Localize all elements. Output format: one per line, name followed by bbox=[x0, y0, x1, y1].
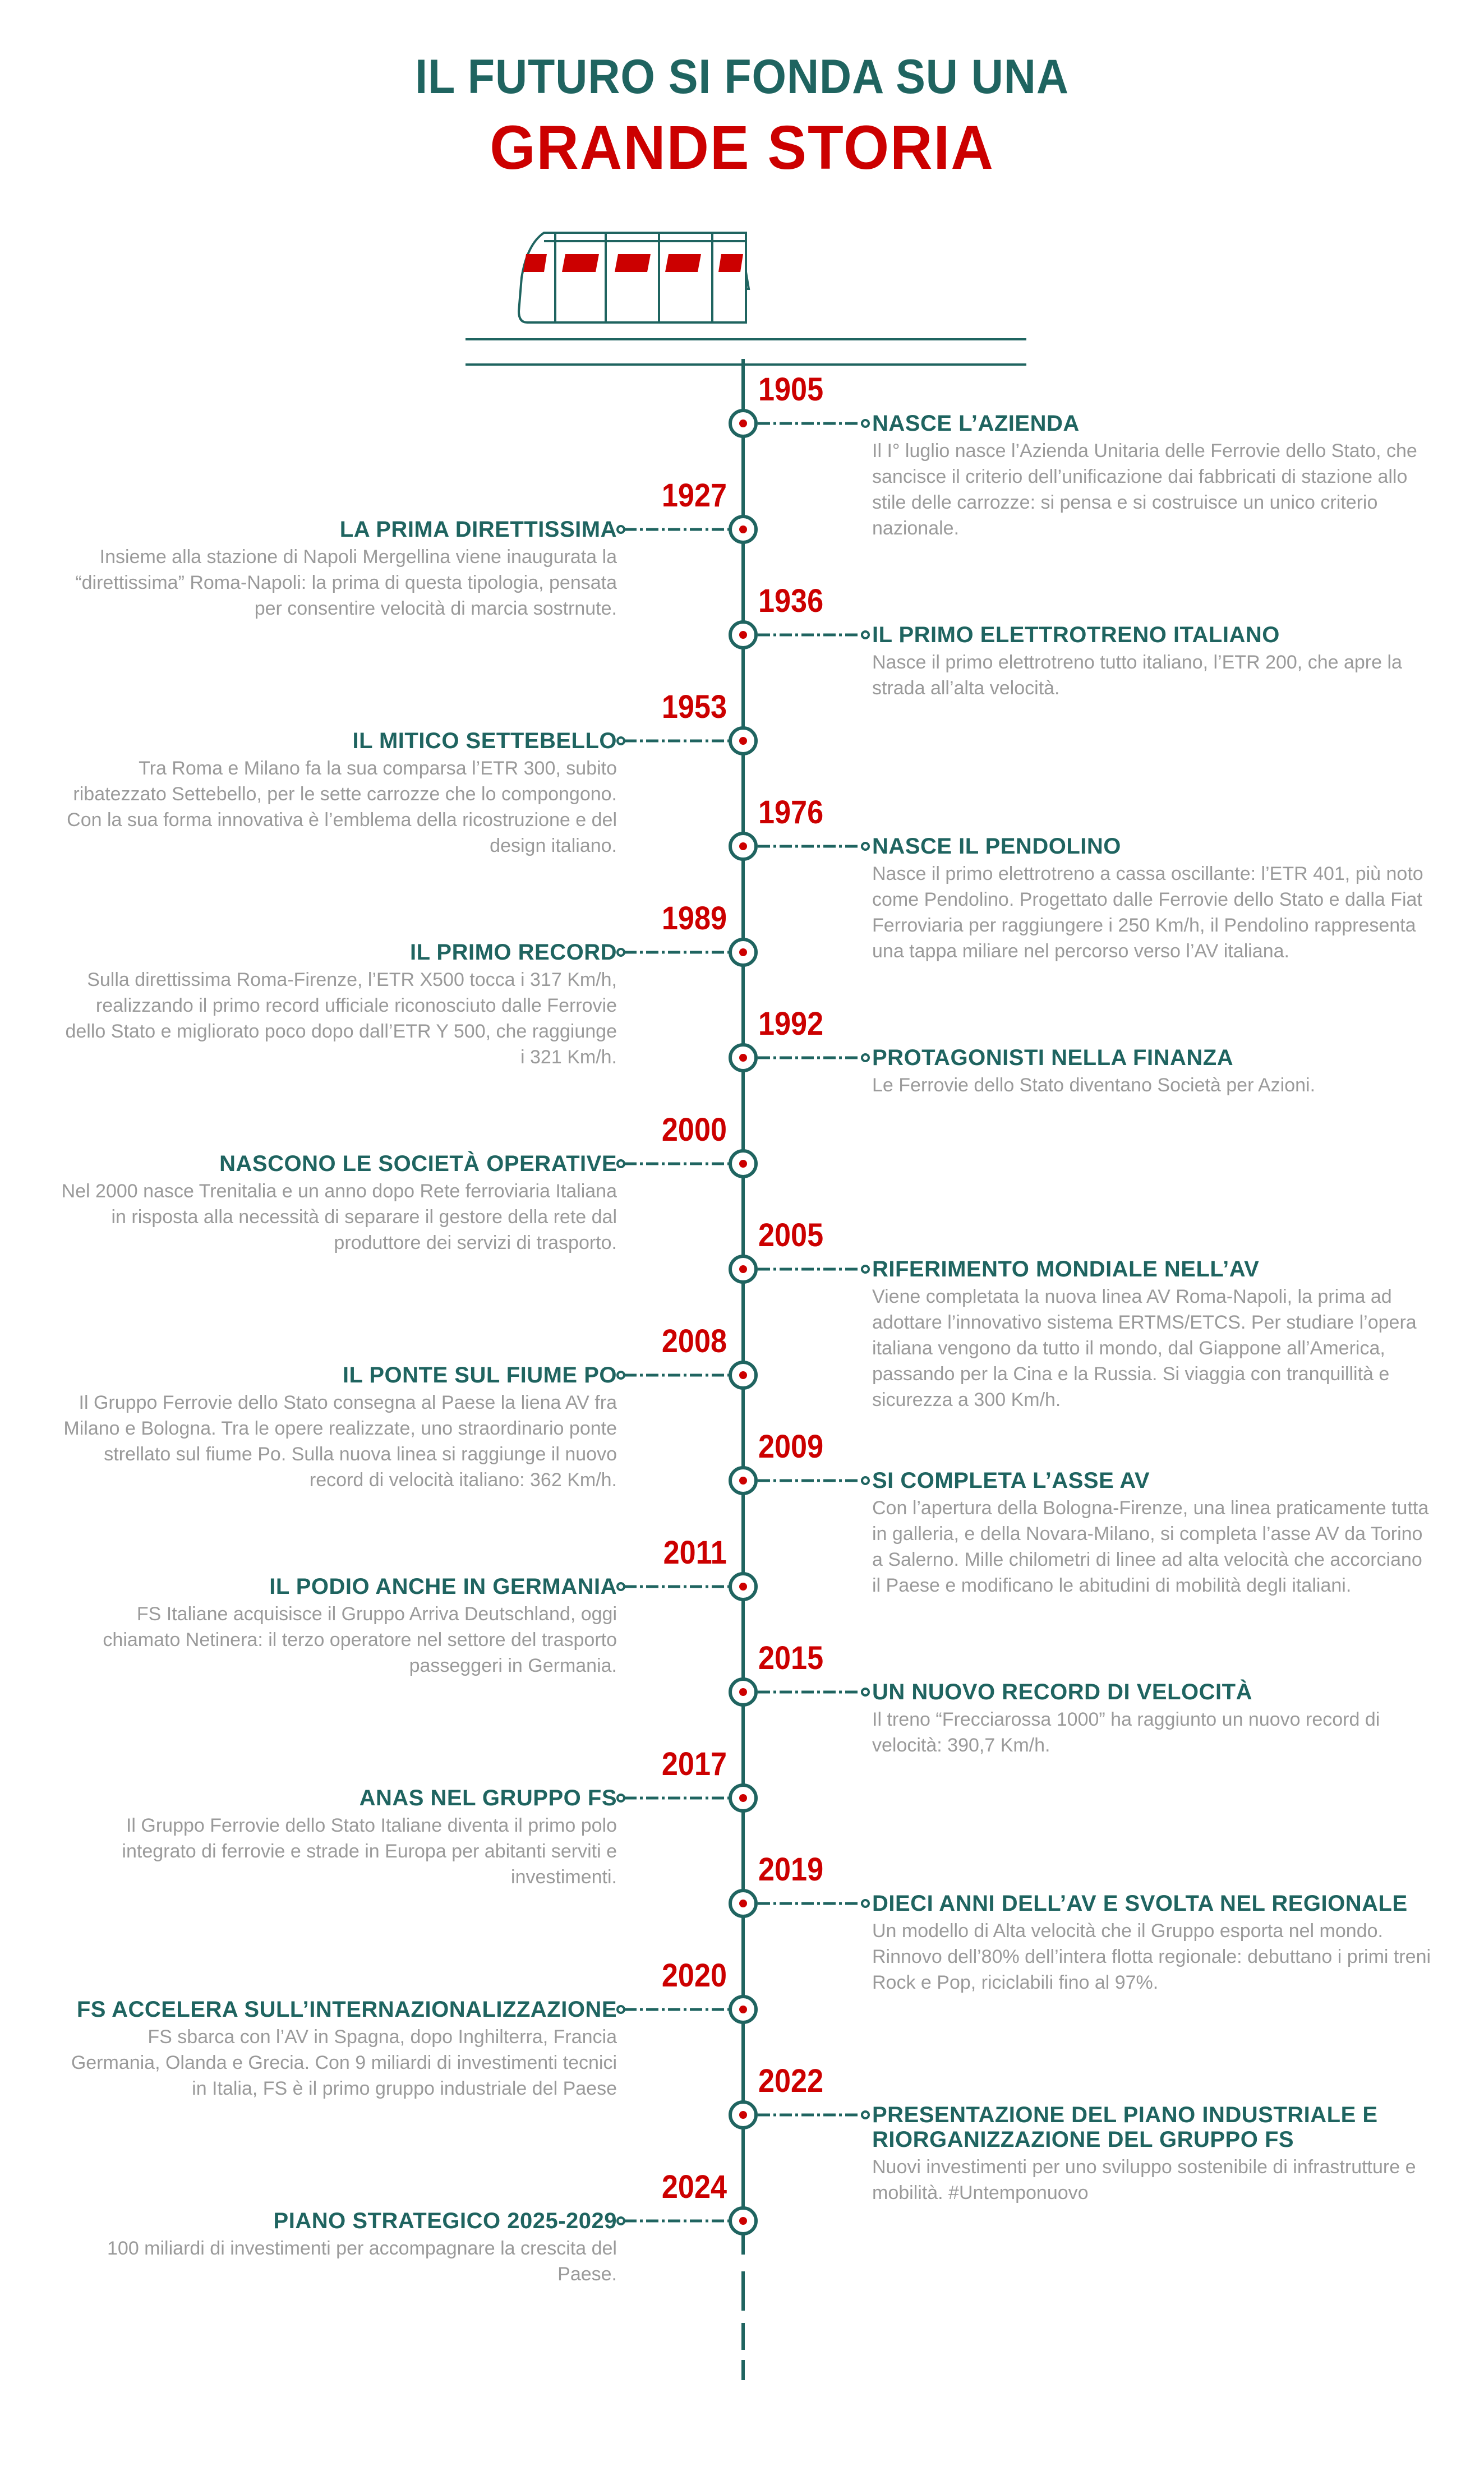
timeline-node-icon bbox=[729, 1783, 758, 1813]
event-year: 2011 bbox=[663, 1534, 727, 1571]
timeline-event bbox=[56, 1574, 617, 1679]
event-title: PIANO STRATEGICO 2025-2029 bbox=[273, 2208, 617, 2233]
red-dot-icon bbox=[739, 737, 747, 745]
red-dot-icon bbox=[739, 2217, 747, 2225]
dashed-connector-icon bbox=[616, 1792, 729, 1804]
timeline-node-icon bbox=[729, 2100, 758, 2129]
dashed-connector-icon bbox=[758, 1686, 870, 1698]
dashed-connector-icon bbox=[616, 524, 729, 535]
event-description: Con l’apertura della Bologna-Firenze, una linea praticamente tutta in galleria, e della Novara-Milano, si completa l’asse AV da Torino a Salerno. Mille chilometri di linee ad alta velocità che accorciano il Paese e modificano le abitudini di mobilità degli italiani. bbox=[872, 1497, 1429, 1596]
timeline-event bbox=[872, 411, 1433, 541]
event-year: 2015 bbox=[758, 1640, 824, 1676]
red-dot-icon bbox=[739, 1794, 747, 1802]
timeline-tail-dash bbox=[741, 2360, 745, 2380]
timeline-tail-dash bbox=[741, 2271, 745, 2311]
event-description: Insieme alla stazione di Napoli Mergellina viene inaugurata la “direttissima” Roma-Napoli: la prima di questa tipologia, pensata per consentire velocità di marcia sostrnute. bbox=[75, 546, 617, 619]
event-description: Il Gruppo Ferrovie dello Stato consegna al Paese la liena AV fra Milano e Bologna. Tra le opere realizzate, uno straordinario ponte strellato sul fiume Po. Sulla nuova linea si raggiunge il nuovo record di velocità italiano: 362 Km/h. bbox=[63, 1391, 617, 1491]
dashed-connector-icon bbox=[616, 2215, 729, 2227]
red-dot-icon bbox=[739, 420, 747, 427]
dashed-connector-icon bbox=[758, 418, 870, 429]
dashed-connector-icon bbox=[616, 1581, 729, 1592]
dashed-connector-icon bbox=[616, 2004, 729, 2015]
timeline-event bbox=[872, 1468, 1433, 1598]
event-description: FS sbarca con l’AV in Spagna, dopo Inghilterra, Francia Germania, Olanda e Grecia. Con 9 miliardi di investimenti tecnici in Italia, FS è il primo gruppo industriale del Paese bbox=[71, 2026, 617, 2099]
event-title: NASCE IL PENDOLINO bbox=[872, 834, 1121, 859]
red-dot-icon bbox=[739, 2111, 747, 2119]
dashed-connector-icon bbox=[758, 2109, 870, 2121]
event-year: 2008 bbox=[661, 1322, 727, 1359]
event-year: 1989 bbox=[661, 900, 727, 937]
timeline-node-icon bbox=[729, 1995, 758, 2024]
red-dot-icon bbox=[739, 2006, 747, 2013]
event-description: Nel 2000 nasce Trenitalia e un anno dopo Rete ferroviaria Italiana in risposta alla necessità di separare il gestore della rete dal produttore dei servizi di trasporto. bbox=[61, 1180, 617, 1253]
timeline-node-icon bbox=[729, 1889, 758, 1918]
title-line-2: GRANDE STORIA bbox=[490, 113, 994, 182]
event-description: 100 miliardi di investimenti per accompagnare la crescita del Paese. bbox=[107, 2237, 617, 2285]
event-description: Nasce il primo elettrotreno tutto italiano, l’ETR 200, che apre la strada all’alta velocità. bbox=[872, 652, 1402, 699]
event-title: RIFERIMENTO MONDIALE NELL’AV bbox=[872, 1257, 1260, 1282]
event-year: 1927 bbox=[661, 477, 727, 514]
red-dot-icon bbox=[739, 1160, 747, 1168]
timeline-event bbox=[56, 940, 617, 1070]
dashed-connector-icon bbox=[758, 841, 870, 852]
dashed-connector-icon bbox=[616, 735, 729, 746]
event-title: IL PRIMO ELETTROTRENO ITALIANO bbox=[872, 623, 1280, 647]
red-dot-icon bbox=[739, 1477, 747, 1485]
timeline-event bbox=[56, 1997, 617, 2101]
red-dot-icon bbox=[739, 842, 747, 850]
timeline-node-icon bbox=[729, 726, 758, 755]
event-title: LA PRIMA DIRETTISSIMA bbox=[339, 517, 617, 542]
event-year: 2009 bbox=[758, 1428, 824, 1465]
event-title: PRESENTAZIONE DEL PIANO INDUSTRIALE E RIORGANIZZAZIONE DEL GRUPPO FS bbox=[872, 2103, 1378, 2152]
event-title: ANAS NEL GRUPPO FS bbox=[359, 1785, 617, 1810]
event-description: Viene completata la nuova linea AV Roma-Napoli, la prima ad adottare l’innovativo sistema ERTMS/ETCS. Per studiare l’opera italiana vengono da tutto il mondo, dal Giappone all’America, passando per la Cina e la Russia. Si viaggia con tranquillità e sicurezza a 300 Km/h. bbox=[872, 1286, 1417, 1410]
timeline-node-icon bbox=[729, 1255, 758, 1284]
event-title: IL PODIO ANCHE IN GERMANIA bbox=[269, 1574, 617, 1599]
event-year: 1936 bbox=[758, 583, 824, 619]
event-year: 2024 bbox=[661, 2168, 727, 2205]
timeline-node-icon bbox=[729, 1361, 758, 1390]
timeline-node-icon bbox=[729, 1677, 758, 1707]
dashed-connector-icon bbox=[758, 1475, 870, 1486]
event-description: Il Gruppo Ferrovie dello Stato Italiane diventa il primo polo integrato di ferrovie e strade in Europa per abitanti serviti e investimenti. bbox=[122, 1814, 617, 1888]
event-description: Il treno “Frecciarossa 1000” ha raggiunto un nuovo record di velocità: 390,7 Km/h. bbox=[872, 1709, 1380, 1756]
event-description: Tra Roma e Milano fa la sua comparsa l’ETR 300, subito ribatezzato Settebello, per le sette carrozze che lo compongono. Con la sua forma innovativa è l’emblema della ricostruzione e del design italiano. bbox=[67, 757, 617, 856]
dashed-connector-icon bbox=[758, 1052, 870, 1063]
timeline-node-icon bbox=[729, 832, 758, 861]
event-year: 2000 bbox=[661, 1111, 727, 1148]
event-title: UN NUOVO RECORD DI VELOCITÀ bbox=[872, 1680, 1252, 1704]
title-line-1: IL FUTURO SI FONDA SU UNA bbox=[415, 50, 1069, 104]
event-title: IL PRIMO RECORD bbox=[409, 939, 617, 965]
timeline-node-icon bbox=[729, 1043, 758, 1072]
timeline-node-icon bbox=[729, 620, 758, 649]
timeline-event bbox=[56, 729, 617, 859]
red-dot-icon bbox=[739, 525, 747, 533]
dashed-connector-icon bbox=[616, 1158, 729, 1169]
timeline-event bbox=[872, 1680, 1433, 1758]
event-title: PROTAGONISTI NELLA FINANZA bbox=[872, 1045, 1234, 1070]
dashed-connector-icon bbox=[758, 629, 870, 640]
event-year: 2019 bbox=[758, 1851, 824, 1888]
event-year: 2005 bbox=[758, 1217, 824, 1253]
red-dot-icon bbox=[739, 631, 747, 639]
red-dot-icon bbox=[739, 1688, 747, 1696]
event-year: 2020 bbox=[661, 1957, 727, 1994]
timeline-node-icon bbox=[729, 515, 758, 544]
event-title: SI COMPLETA L’ASSE AV bbox=[872, 1468, 1150, 1493]
red-dot-icon bbox=[739, 1054, 747, 1062]
event-description: Le Ferrovie dello Stato diventano Società per Azioni. bbox=[872, 1075, 1316, 1096]
timeline-node-icon bbox=[729, 1572, 758, 1601]
red-dot-icon bbox=[739, 1583, 747, 1591]
timeline-node-icon bbox=[729, 1466, 758, 1495]
event-description: Un modello di Alta velocità che il Gruppo esporta nel mondo. Rinnovo dell’80% dell’intera flotta regionale: debuttano i primi treni Rock e Pop, riciclabili fino al 97%. bbox=[872, 1920, 1431, 1993]
event-year: 1976 bbox=[758, 794, 824, 831]
train-illustration-icon bbox=[466, 210, 1026, 379]
event-title: NASCONO LE SOCIETÀ OPERATIVE bbox=[219, 1151, 617, 1176]
dashed-connector-icon bbox=[616, 1370, 729, 1381]
timeline-event bbox=[872, 2103, 1433, 2206]
event-year: 2022 bbox=[758, 2063, 824, 2099]
timeline-event bbox=[872, 623, 1433, 701]
timeline-node-icon bbox=[729, 938, 758, 967]
event-description: Nasce il primo elettrotreno a cassa oscillante: l’ETR 401, più noto come Pendolino. Progettato dalle Ferrovie dello Stato e dalla Fiat Ferroviaria per raggiungere i 250 Km/h, il Pendolino rappresenta una tappa miliare nel percorso verso l’AV italiana. bbox=[872, 863, 1423, 962]
event-year: 1905 bbox=[758, 371, 824, 408]
timeline-event bbox=[56, 1151, 617, 1256]
timeline-event bbox=[56, 1786, 617, 1890]
event-title: IL PONTE SUL FIUME PO bbox=[342, 1362, 617, 1387]
timeline-event bbox=[56, 517, 617, 621]
event-description: FS Italiane acquisisce il Gruppo Arriva Deutschland, oggi chiamato Netinera: il terzo operatore nel settore del trasporto passeggeri in Germania. bbox=[103, 1603, 617, 1676]
event-description: Nuovi investimenti per uno sviluppo sostenibile di infrastrutture e mobilità. #Untemponuovo bbox=[872, 2156, 1416, 2204]
red-dot-icon bbox=[739, 1371, 747, 1379]
timeline-node-icon bbox=[729, 1149, 758, 1178]
event-title: IL MITICO SETTEBELLO bbox=[352, 728, 617, 753]
timeline-tail-dash bbox=[741, 2323, 745, 2350]
dashed-connector-icon bbox=[616, 947, 729, 958]
timeline-event bbox=[872, 1891, 1433, 1995]
timeline-event bbox=[56, 1363, 617, 1493]
event-title: FS ACCELERA SULL’INTERNAZIONALIZZAZIONE bbox=[76, 1997, 617, 2022]
event-year: 2017 bbox=[661, 1745, 727, 1782]
red-dot-icon bbox=[739, 948, 747, 956]
event-title: DIECI ANNI DELL’AV E SVOLTA NEL REGIONALE bbox=[872, 1891, 1408, 1916]
timeline-node-icon bbox=[729, 409, 758, 438]
timeline-node-icon bbox=[729, 2206, 758, 2235]
event-description: Sulla direttissima Roma-Firenze, l’ETR X500 tocca i 317 Km/h, realizzando il primo record ufficiale riconosciuto dalle Ferrovie dello Stato e migliorato poco dopo dall’ETR Y 500, che raggiunge i 321 Km/h. bbox=[65, 969, 617, 1068]
timeline-event bbox=[872, 1045, 1433, 1098]
dashed-connector-icon bbox=[758, 1264, 870, 1275]
event-year: 1953 bbox=[661, 688, 727, 725]
event-year: 1992 bbox=[758, 1006, 824, 1042]
red-dot-icon bbox=[739, 1900, 747, 1907]
event-title: NASCE L’AZIENDA bbox=[872, 411, 1080, 436]
red-dot-icon bbox=[739, 1265, 747, 1273]
timeline-event bbox=[872, 1257, 1433, 1413]
event-description: Il I° luglio nasce l’Azienda Unitaria delle Ferrovie dello Stato, che sancisce il criterio dell’unificazione dai fabbricati di stazione allo stile delle carrozze: si pensa e si costruisce un unico criterio nazionale. bbox=[872, 440, 1417, 539]
timeline-event bbox=[872, 834, 1433, 964]
dashed-connector-icon bbox=[758, 1898, 870, 1909]
timeline-event bbox=[56, 2209, 617, 2287]
